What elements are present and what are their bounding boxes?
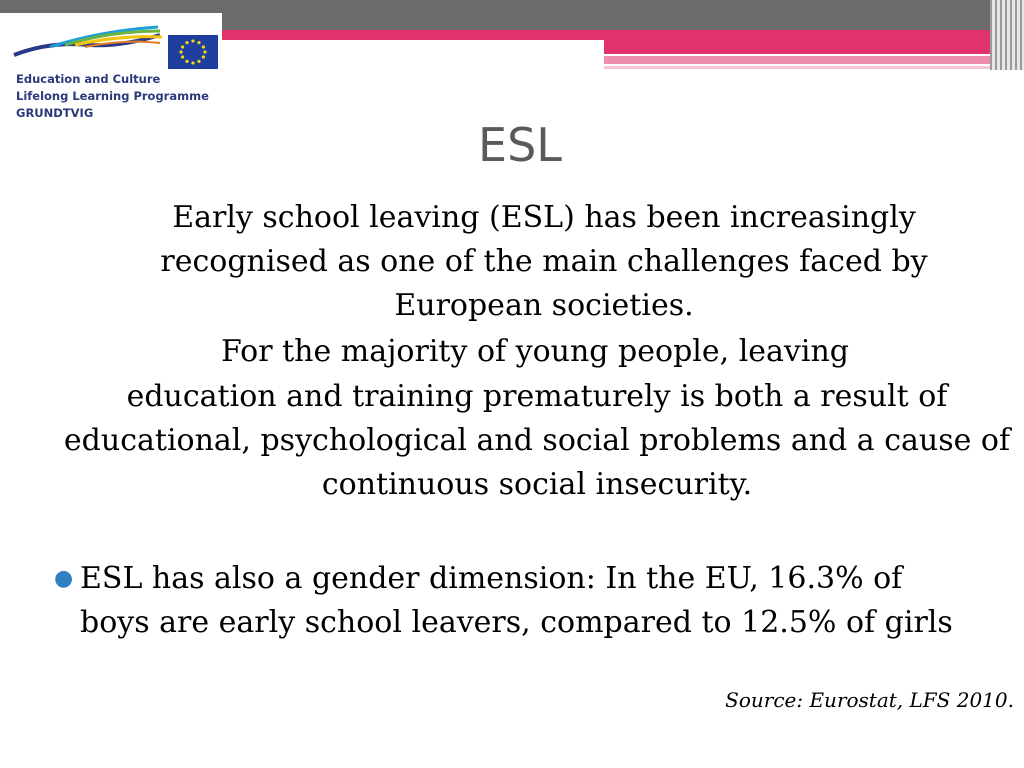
slide-title: ESL: [478, 118, 562, 172]
source-citation: [725, 688, 1014, 712]
bullet-text: ESL has also a gender dimension: In the EU, 16.3% of boys are early school leavers, compared to 12.5% of girls: [80, 561, 953, 640]
header-band-pink-light: [604, 56, 1024, 64]
logo-swoosh-and-eu-flag-icon: [10, 21, 220, 71]
header-band-pink-right: [604, 40, 1024, 54]
header-band-line: [604, 66, 1024, 69]
logo-line-2: Lifelong Learning Programme: [16, 89, 209, 103]
source-text: Source: Eurostat, LFS 2010: [725, 688, 1008, 712]
header-band-stripes: [990, 0, 1024, 70]
paragraph-3: education and training prematurely is both a result of educational, psychological and social problems and a cause of continuous social insecurity.: [63, 379, 1011, 502]
logo-line-1: Education and Culture: [16, 72, 161, 86]
bullet-dot-icon: ●: [54, 566, 74, 591]
paragraph-2: For the majority of young people, leaving: [221, 334, 849, 369]
source-period: .: [1007, 688, 1014, 712]
logo-line-3: GRUNDTVIG: [16, 106, 94, 120]
paragraph-1: Early school leaving (ESL) has been increasingly recognised as one of the main challenges faced by European societies.: [160, 200, 928, 323]
